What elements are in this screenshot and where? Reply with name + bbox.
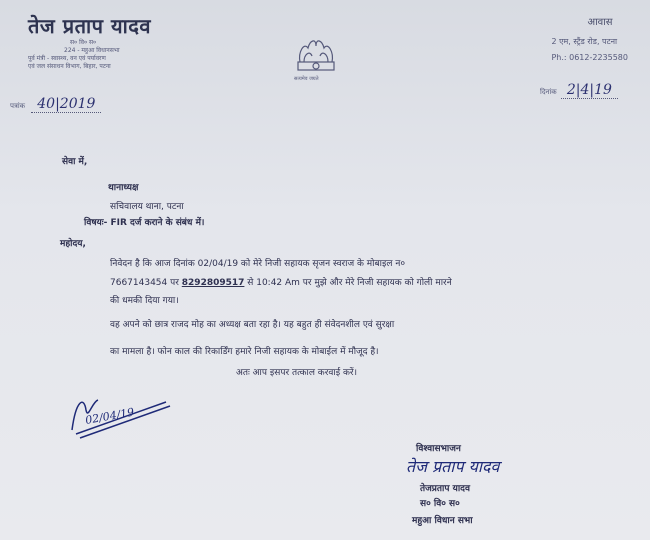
letterhead-right <box>551 14 628 62</box>
subject-line: विषयः- FIR दर्ज कराने के संबंध में। <box>84 218 205 228</box>
closing-constituency: महुआ विधान सभा <box>412 516 473 526</box>
para2-line2: का मामला है। फोन काल की रिकार्डिंग हमारे निजी सहायक के मोबाईल में मौजूद है। <box>110 347 379 357</box>
recipient-title: थानाध्यक्ष <box>108 183 139 193</box>
reference-number <box>10 96 101 112</box>
letterhead-subline: स० वि० स० <box>70 39 97 46</box>
date-value: 2|4|19 <box>561 82 618 99</box>
recipient-place: सचिवालय थाना, पटना <box>110 202 184 212</box>
closing-name: तेजप्रताप यादव <box>420 484 470 494</box>
salutation-to: सेवा में, <box>62 157 88 167</box>
letterhead-name: तेज प्रताप यादव <box>28 14 152 38</box>
letterhead-subline: एवं जल संसाधन विभाग, बिहार, पटना <box>28 63 111 70</box>
letterhead-left <box>28 12 151 71</box>
para1-line2-end: से 10:42 Am पर मुझे और मेरे निजी सहायक को गोली मारने <box>244 278 452 288</box>
greeting: महोदय, <box>60 239 86 249</box>
closing-yours: विश्वासभाजन <box>416 444 461 454</box>
received-date: 02/04/19 <box>84 405 136 427</box>
para3-request: अतः आप इसपर तत्काल करवाई करें। <box>236 368 357 378</box>
emblem-caption: सत्यमेव जयते <box>294 76 319 82</box>
para1-line1: निवेदन है कि आज दिनांक 02/04/19 को मेरे निजी सहायक सृजन स्वराज के मोबाइल न० <box>110 259 406 269</box>
threat-caller-number: 8292809517 <box>181 278 245 288</box>
letterhead-subline: 224 - महुआ विधानसभा <box>64 47 120 54</box>
residence-phone: Ph.: 0612-2235580 <box>551 53 628 62</box>
closing-designation: स० वि० स० <box>420 499 460 509</box>
para1-line3: की धमकी दिया गया। <box>110 296 179 306</box>
para2-line1: वह अपने को छात्र राजद मोह का अध्यक्ष बता रहा है। यह बहुत ही संवेदनशील एवं सुरक्षा <box>110 320 395 330</box>
letterhead-subline: पूर्व मंत्री - स्वास्थ्य, वन एवं पर्यावरण <box>28 55 106 62</box>
ashoka-emblem-icon <box>286 32 346 76</box>
reference-value: 40|2019 <box>31 96 101 113</box>
signature-image <box>402 450 562 484</box>
reference-label: पत्रांक <box>10 102 26 110</box>
signature-text: तेज प्रताप यादव <box>406 457 500 476</box>
para1-line2-start: 7667143454 पर <box>110 278 182 288</box>
date-label: दिनांक <box>540 88 557 96</box>
letter-date <box>540 82 618 98</box>
para1-line2 <box>110 275 452 288</box>
received-stamp-signature <box>66 390 176 440</box>
residence-label: आवास <box>587 17 613 28</box>
residence-address: 2 एम, स्ट्रैंड रोड, पटना <box>551 37 618 46</box>
